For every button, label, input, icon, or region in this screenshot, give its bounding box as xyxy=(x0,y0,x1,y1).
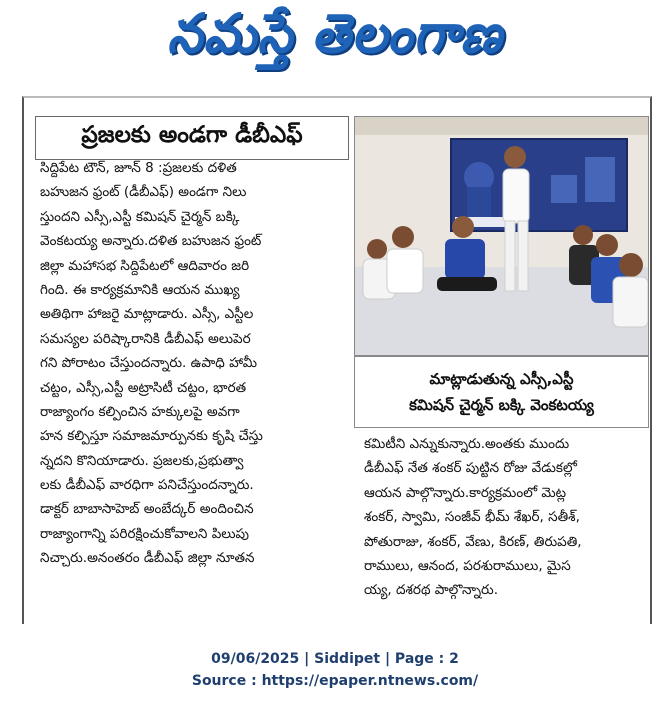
body-line: కమిటీని ఎన్నుకున్నారు.అంతకు ముందు xyxy=(364,436,570,452)
body-line: అతిథిగా హాజరై మాట్లాడారు. ఎస్సీ, ఎస్టీల xyxy=(40,306,254,323)
publication-info: 09/06/2025 | Siddipet | Page : 2 xyxy=(211,651,459,667)
body-line: య్య, దశరథ పాల్గొన్నారు. xyxy=(364,582,498,599)
body-line: ఆయన పాల్గొన్నారు.కార్యక్రమంలో మెట్ల xyxy=(364,484,567,501)
body-line: గని పోరాటం చేస్తుందన్నారు. ఉపాధి హామీ xyxy=(40,355,258,372)
body-line: రాజ్యాంగాన్ని పరిరక్షించుకోవాలని పిలుపు xyxy=(40,525,250,542)
body-line: డీబీఎఫ్ నేత శంకర్ పుట్టిన రోజు వేడుకల్లో xyxy=(364,460,577,477)
body-line: జిల్లా మహాసభ సిద్దిపేటలో ఆదివారం జరి xyxy=(40,257,250,274)
body-line: వెంకటయ్య అన్నారు.దళిత బహుజన ఫ్రంట్ xyxy=(40,233,262,250)
newspaper-logo: నమస్తే తెలంగాణ xyxy=(167,1,503,65)
body-line: సమస్యల పరిష్కారానికి డీబీఎఫ్ అలుపెర xyxy=(40,330,251,347)
footer xyxy=(0,648,670,692)
masthead xyxy=(0,0,670,80)
body-line: హన కల్పిస్తూ సమాజమార్పునకు కృషి చేస్తు xyxy=(40,428,263,445)
body-line: రాములు, ఆనంద, పరశురాములు, మైస xyxy=(364,557,571,574)
body-line: చట్టం, ఎస్సీ,ఎస్టీ అట్రాసిటీ చట్టం, భారత xyxy=(40,379,247,396)
article-body-right xyxy=(364,432,639,603)
body-line: గింది. ఈ కార్యక్రమానికి ఆయన ముఖ్య xyxy=(40,281,240,298)
headline-box xyxy=(35,116,349,160)
event-photo xyxy=(354,116,649,356)
body-line: శంకర్, స్వామి, సంజీవ్ భీమ్ శేఖర్, సతీశ్, xyxy=(364,509,580,526)
body-line: లకు డీబీఎఫ్ వారధిగా పనిచేస్తుందన్నారు. xyxy=(40,477,254,494)
body-line: స్తుందని ఎస్సీ,ఎస్టీ కమిషన్ చైర్మన్ బక్కి xyxy=(40,208,240,225)
caption-line: మాట్లాడుతున్న ఎస్సీ,ఎస్టీ xyxy=(429,370,574,388)
body-line: నిచ్చారు.అనంతరం డీబీఎఫ్ జిల్లా నూతన xyxy=(40,550,255,567)
article-body-left xyxy=(40,156,340,571)
body-line: పోతురాజు, శంకర్, వేణు, కిరణ్, తిరుపతి, xyxy=(364,533,582,550)
caption-line: కమిషన్ చైర్మన్ బక్కి వెంకటయ్య xyxy=(409,396,594,414)
body-line: సిద్దిపేట టౌన్, జూన్ 8 :ప్రజలకు దళిత xyxy=(40,160,237,176)
body-line: రాజ్యాంగం కల్పించిన హక్కులపై అవగా xyxy=(40,403,240,420)
photo-caption xyxy=(354,356,649,428)
event-photo-illustration xyxy=(355,117,648,355)
body-line: బహుజన ఫ్రంట్ (డీబీఎఫ్) అండగా నిలు xyxy=(40,184,247,201)
body-line: డాక్టర్ బాబాసాహెబ్ అంబేద్కర్ అందించిన xyxy=(40,501,254,518)
article-headline: ప్రజలకు అండగా డీబీఎఫ్ xyxy=(81,122,303,148)
source-link[interactable]: Source : https://epaper.ntnews.com/ xyxy=(191,673,479,689)
body-line: న్నదని కొనియాడారు. ప్రజలకు,ప్రభుత్వా xyxy=(40,452,244,469)
